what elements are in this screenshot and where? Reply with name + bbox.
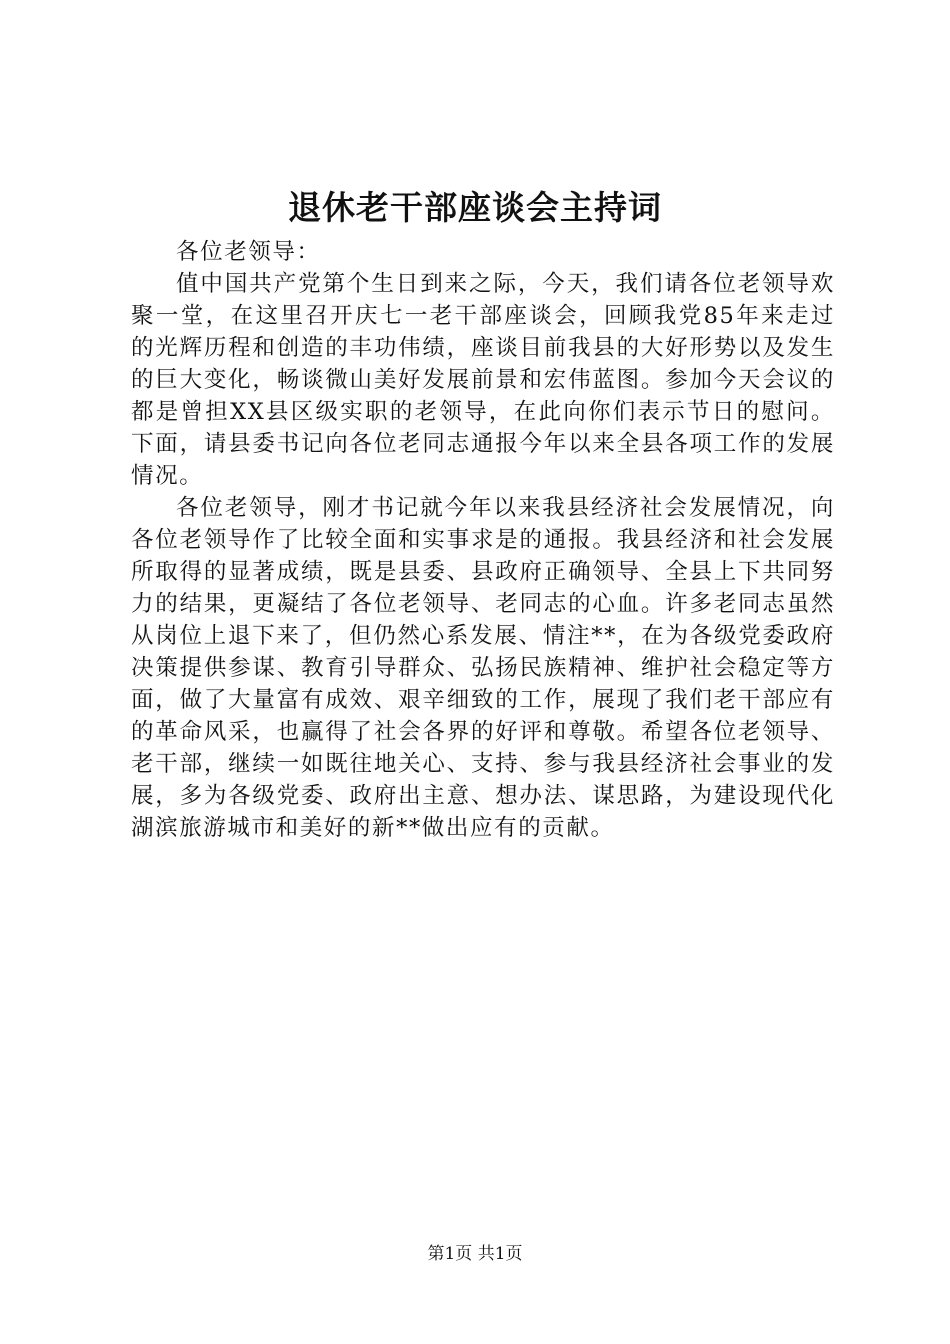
document-title: 退休老干部座谈会主持词 [288,188,662,227]
paragraph: 值中国共产党第个生日到来之际，今天，我们请各位老领导欢聚一堂，在这里召开庆七一老干部座谈会，回顾我党85年来走过的光辉历程和创造的丰功伟绩，座谈目前我县的大好形势以及发生的巨大变化，畅谈微山美好发展前景和宏伟蓝图。参加今天会议的都是曾担XX县区级实职的老领导，在此向你们表示节日的慰问。下面，请县委书记向各位老同志通报今年以来全县各项工作的发展情况。 [131,271,835,489]
page-number-footer: 第1页 共1页 [427,1244,523,1264]
document-body [131,236,835,844]
salutation: 各位老领导： [176,239,321,265]
paragraph: 各位老领导，刚才书记就今年以来我县经济社会发展情况，向各位老领导作了比较全面和实事求是的通报。我县经济和社会发展所取得的显著成绩，既是县委、县政府正确领导、全县上下共同努力的结果，更凝结了各位老领导、老同志的心血。许多老同志虽然从岗位上退下来了，但仍然心系发展、情注**，在为各级党委政府决策提供参谋、教育引导群众、弘扬民族精神、维护社会稳定等方面，做了大量富有成效、艰辛细致的工作，展现了我们老干部应有的革命风采，也赢得了社会各界的好评和尊敬。希望各位老领导、老干部，继续一如既往地关心、支持、参与我县经济社会事业的发展，多为各级党委、政府出主意、想办法、谋思路，为建设现代化湖滨旅游城市和美好的新**做出应有的贡献。 [131,495,835,841]
